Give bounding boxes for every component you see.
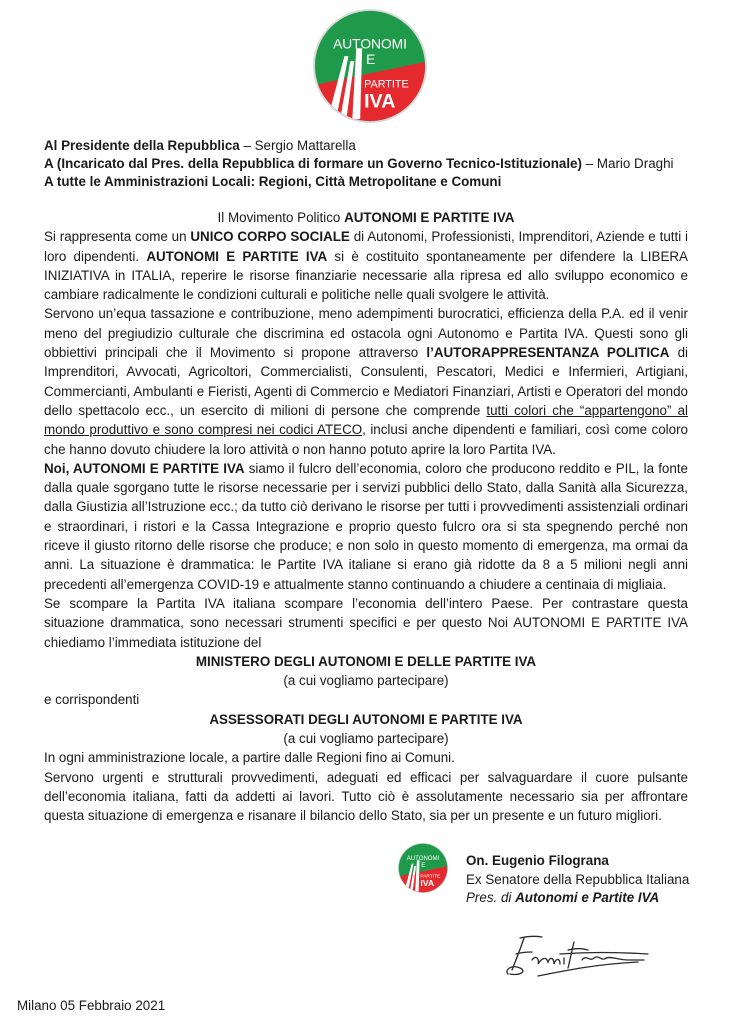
logo-text-iva: IVA	[364, 90, 396, 113]
assessorati-subtitle: (a cui vogliamo partecipare)	[283, 731, 449, 747]
letter-date: Milano 05 Febbraio 2021	[17, 998, 166, 1013]
addressee-draghi: A (Incaricato dal Pres. della Repubblica di formare un Governo Tecnico-Istituzionale) – Mario Draghi	[44, 156, 674, 171]
corrispondenti-text: e corrispondenti	[44, 692, 140, 708]
signatory-name: On. Eugenio Filograna	[466, 853, 609, 868]
ministero-subtitle: (a cui vogliamo partecipare)	[283, 673, 449, 689]
ministero-title: MINISTERO DEGLI AUTONOMI E DELLE PARTITE IVA	[195, 653, 537, 669]
logo-small-text-iva: IVA	[420, 878, 435, 889]
letter-heading: Il Movimento Politico AUTONOMI E PARTITE IVA	[217, 210, 515, 225]
signatory-role: Ex Senatore della Repubblica Italiana	[466, 871, 690, 887]
paragraph-1: Si rappresenta come un UNICO CORPO SOCIALE di Autonomi, Professionisti, Imprenditori, Aziende e tutti i loro dipendenti. AUTONOMI E PARTITE IVA si è costituito spontaneamente per difendere la LIBERA INIZIATIVA in ITALIA, reperire le risorse finanziarie necessarie alla ripresa ed allo sviluppo economico e cambiare radicalmente le condizioni culturali e politiche nelle quali svolgere le attività.	[44, 229, 688, 303]
paragraph-5: In ogni amministrazione locale, a partire dalle Regioni fino ai Comuni.	[44, 750, 455, 766]
signatory-title: Pres. di Autonomi e Partite IVA	[466, 890, 660, 905]
logo-text-e: E	[366, 52, 376, 68]
party-logo	[311, 7, 429, 125]
logo-small-text-e: E	[421, 863, 426, 870]
letter-body	[44, 208, 688, 826]
logo-small-text-autonomi: AUTONOMI	[406, 856, 440, 863]
addressee-local-admin: A tutte le Amministrazioni Locali: Regioni, Città Metropolitane e Comuni	[44, 174, 502, 189]
signature-block	[466, 852, 689, 908]
paragraph-6: Servono urgenti e strutturali provvedimenti, adeguati ed efficaci per salvaguardare il cuore pulsante dell’economia italiana, fatti da addetti ai lavori. Tutto ciò è assolutamente necessario sia per affrontare questa situazione di emergenza e risanare il bilancio dello Stato, sia per un presente e un futuro migliori.	[44, 769, 688, 824]
logo-text-autonomi: AUTONOMI	[333, 36, 407, 52]
logo-small-text-partite: PARTITE	[420, 874, 441, 880]
paragraph-4: Se scompare la Partita IVA italiana scompare l’economia dell’intero Paese. Per contrastare questa situazione drammatica, sono necessari strumenti specifici e per questo Noi AUTONOMI E PARTITE IVA chiediamo l’immediata istituzione del	[44, 595, 688, 650]
handwritten-signature	[498, 930, 658, 980]
addressee-president: Al Presidente della Repubblica – Sergio Mattarella	[44, 138, 356, 153]
assessorati-title: ASSESSORATI DEGLI AUTONOMI E PARTITE IVA	[209, 711, 523, 727]
addressees	[44, 137, 674, 191]
paragraph-3: Noi, AUTONOMI E PARTITE IVA siamo il fulcro dell’economia, coloro che producono reddito e PIL, la fonte dalla quale sgorgano tutte le risorse necessarie per i servizi pubblici dello Stato, dalla Sanità alla Sicurezza, dalla Giustizia all’Istruzione ecc.; da tutto ciò derivano le risorse per tutti i provvedimenti assistenziali ordinari e straordinari, i ristori e la Cassa Integrazione e proprio questo fulcro ora si sta spegnendo perché non riceve il giusto ritorno delle risorse che produce; e non solo in questo momento di emergenza, ma ormai da anni. La situazione è drammatica: le Partite IVA italiane si erano già ridotte da 8 a 5 milioni negli anni precedenti all’emergenza COVID-19 e attualmente stanno continuando a chiudere a centinaia di migliaia.	[44, 460, 688, 592]
logo-text-partite: PARTITE	[364, 78, 409, 91]
paragraph-2: Servono un’equa tassazione e contribuzione, meno adempimenti burocratici, efficienza della P.A. ed il venir meno del pregiudizio culturale che discrimina ed ostacola ogni Autonomo e Partita IVA. Questi sono gli obbiettivi principali che il Movimento si propone attraverso l’AUTORAPPRESENTANZA POLITICA di Imprenditori, Avvocati, Agricoltori, Commercialisti, Consulenti, Pescatori, Medici e Infermieri, Artigiani, Commercianti, Ambulanti e Fieristi, Agenti di Commercio e Mediatori Finanziari, Artisti e Operatori del mondo dello spettacolo ecc., un esercito di milioni di persone che comprende tutti colori che “appartengono” al mondo produttivo e sono compresi nei codici ATECO, inclusi anche dipendenti e familiari, così come coloro che hanno dovuto chiudere la loro attività o non hanno potuto aprire la loro Partita IVA.	[44, 306, 688, 457]
party-logo-small	[397, 842, 449, 894]
